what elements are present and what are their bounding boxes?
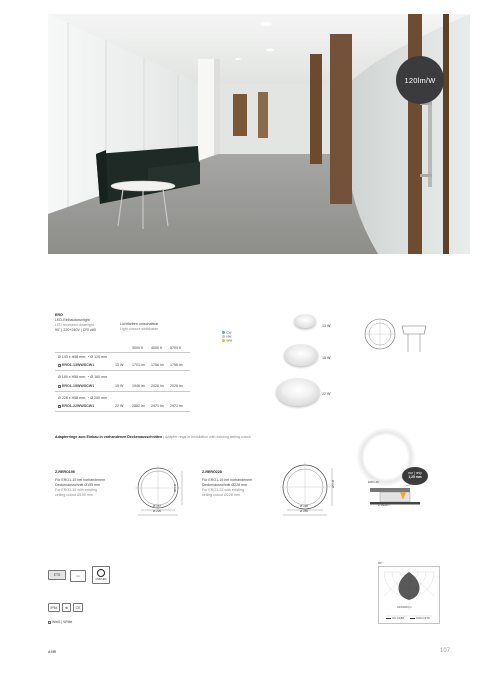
label-zrero: Z-RERO [378, 503, 390, 507]
adapter-code-2: Z-RERO228 [202, 470, 222, 474]
lamp-image-small [294, 314, 316, 328]
color-option-nw: NW [222, 335, 232, 339]
cw-dot-icon [222, 331, 225, 334]
adapter-dim-h-2: Ø 228 [331, 480, 335, 489]
lm-2-4000: 2026 lm [151, 384, 164, 388]
cutout-icon: ◔ [87, 396, 90, 400]
polar-diagram [378, 566, 440, 624]
cert-dim-icon: ▭ [70, 570, 86, 582]
led-ring-icon [97, 569, 105, 577]
color-switch-legend [222, 331, 232, 343]
hero-photo [48, 14, 470, 254]
lamp-watt-3: 22 W [322, 392, 331, 396]
cct-header-3000: 3000 K [132, 346, 144, 350]
adapter-en1-1: For ERO1-15 with existing [55, 488, 97, 492]
color-option-cw: CW [222, 331, 232, 335]
corridor-image [48, 14, 470, 254]
protection-class-icon: ⊕ [62, 603, 71, 612]
lm-3-5700: 2971 lm [170, 404, 183, 408]
color-option-ww: WW [222, 339, 232, 343]
footer-brand: ASIR [48, 650, 57, 654]
dims-1: Ø 143 x H58 mm, ◔ Ø 120 mm [58, 355, 108, 359]
polar-legend-c90: C90-C270 [410, 617, 430, 621]
lm-3-3000: 2882 lm [132, 404, 145, 408]
article-row-3: ERO1-22WWSCW1 [58, 404, 94, 409]
watt-1: 13 W [115, 363, 124, 367]
cert-led: CSB LED [92, 566, 110, 584]
table-divider [55, 411, 190, 412]
color-de: Lichtfarben umschaltbar [120, 322, 159, 326]
adapter-dim-b-2: Ø 250 [300, 509, 309, 513]
article-row-1: ERO1-13WWSCW1 [58, 363, 94, 368]
lamp-watt-1: 13 W [322, 324, 331, 328]
lamp-image-large [276, 378, 320, 406]
adapter-dim-h-1: Ø 195 [173, 484, 177, 493]
product-code: ERO [55, 313, 63, 317]
adapter-en2-1: ceiling cutout Ø195 mm [55, 493, 93, 497]
checkbox-icon [58, 405, 61, 408]
article-row-2: ERO1-15WWSCW1 [58, 384, 94, 389]
efficiency-badge [396, 56, 444, 104]
lamp-image-medium [284, 344, 318, 366]
dims-2: Ø 190 x H58 mm, ◔ Ø 160 mm [58, 375, 108, 379]
adapter-ring-drawing-1 [132, 462, 192, 520]
adapter-heading: Adapterringe zum Einbau in vorhandenen Deckenausschnitten | Adapter rings in installation with existing ceiling cutout [55, 435, 251, 439]
thickness-callout: nur | only 1,25 mm [402, 467, 428, 485]
dims-3: Ø 228 x H58 mm, ◔ Ø 200 mm [58, 396, 108, 400]
cert-ip54: IP54 [48, 603, 60, 612]
lamp-watt-2: 15 W [322, 356, 331, 360]
lm-2-5700: 2026 lm [170, 384, 183, 388]
polar-unit: cd/1000 lm [397, 605, 412, 609]
color-note: Weiß | White [48, 620, 72, 625]
specs: 90° | 220+240V | CRI ≥80 [55, 328, 96, 332]
adapter-en1-2: For ERO1-22 with existing [202, 488, 244, 492]
adapter-de2-1: Deckenausschnitt Ø195 mm [55, 483, 101, 487]
watt-3: 22 W [115, 404, 124, 408]
adapter-dim-a-2: Ø 190 [300, 504, 309, 508]
page-number: 107 [440, 648, 451, 654]
technical-drawing [360, 312, 430, 360]
title-en: LED recessed downlight [55, 323, 94, 327]
checkbox-icon [58, 385, 61, 388]
table-divider [55, 391, 190, 392]
adapter-ring-drawing-2 [278, 460, 340, 520]
white-swatch-icon [48, 621, 51, 624]
cert-ce: CE [73, 603, 83, 612]
polar-legend-c0: C0-C180 [386, 617, 404, 621]
lm-2-3000: 1946 lm [132, 384, 145, 388]
adapter-en2-2: ceiling cutout Ø228 mm [202, 493, 240, 497]
lm-1-5700: 1756 lm [170, 363, 183, 367]
lm-1-3000: 1701 lm [132, 363, 145, 367]
cutout-icon: ◔ [87, 355, 90, 359]
label-ero15: ERO-15 [368, 480, 379, 484]
cert-ets: ETS [48, 570, 66, 580]
ww-dot-icon [222, 339, 225, 342]
polar-angle-label: 60° [378, 561, 383, 565]
cutout-icon: ◔ [87, 375, 90, 379]
checkbox-icon [58, 364, 61, 367]
cct-header-4000: 4000 K [151, 346, 163, 350]
nw-dot-icon [222, 335, 225, 338]
title-de: LED-Einbaudownlight [55, 318, 90, 322]
adapter-de1-2: Für ERO1-15 bei vorhandenem [202, 478, 253, 482]
lm-1-4000: 1756 lm [151, 363, 164, 367]
adapter-de2-2: Deckenausschnitt Ø228 mm [202, 483, 248, 487]
table-divider [55, 370, 190, 371]
cct-header-5700: 5700 K [170, 346, 182, 350]
adapter-code-1: Z-RERO195 [55, 470, 75, 474]
watt-2: 15 W [115, 384, 124, 388]
adapter-dim-a-1: Ø 167 [153, 504, 162, 508]
lm-3-4000: 2971 lm [151, 404, 164, 408]
badge-text: 120lm/W [404, 75, 436, 85]
color-en: Light colours switchable [120, 327, 159, 331]
table-divider [55, 352, 190, 353]
adapter-de1-1: Für ERO1-15 bei vorhandenem [55, 478, 106, 482]
adapter-dim-b-1: Ø 220 [153, 509, 162, 513]
